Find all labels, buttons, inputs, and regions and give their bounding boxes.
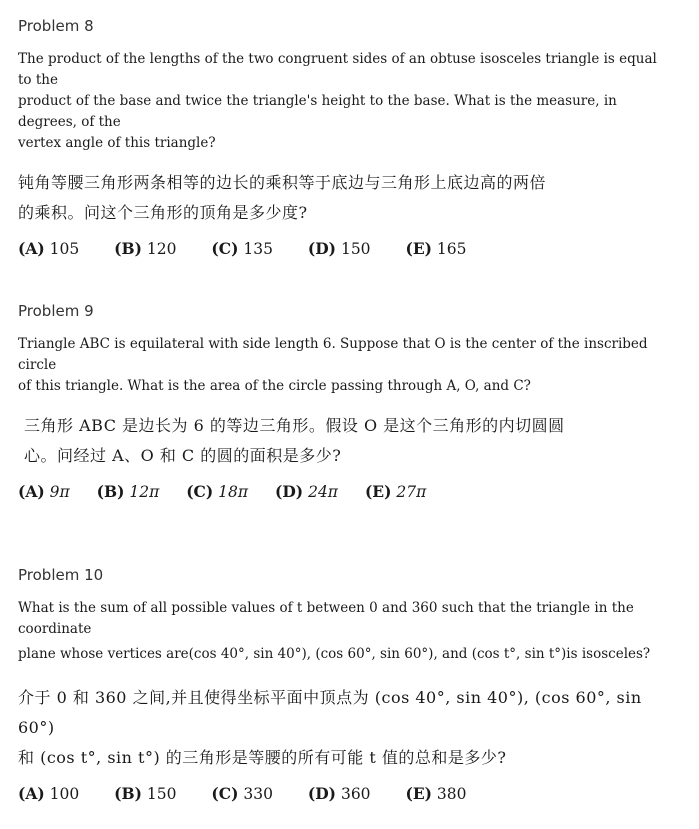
english-line: The product of the lengths of the two congruent sides of an obtuse isosceles triangle is equal to the bbox=[18, 51, 657, 88]
choice-e: (E) 380 bbox=[405, 784, 467, 803]
chinese-line: 和 (cos t°, sin t°) 的三角形是等腰的所有可能 t 值的总和是多少? bbox=[18, 748, 507, 767]
chinese-line: 三角形 ABC 是边长为 6 的等边三角形。假设 O 是这个三角形的内切圆圆 bbox=[24, 416, 565, 435]
choice-c: (C) 18π bbox=[186, 482, 249, 501]
choice-a: (A) 9π bbox=[18, 482, 70, 501]
choice-b: (B) 12π bbox=[96, 482, 160, 501]
english-line: vertex angle of this triangle? bbox=[18, 135, 216, 151]
chinese-line: 心。问经过 A、O 和 C 的圆的面积是多少? bbox=[24, 446, 342, 465]
choice-a: (A) 100 bbox=[18, 784, 80, 803]
english-line: Triangle ABC is equilateral with side length 6. Suppose that O is the center of the inscribed circle bbox=[18, 336, 648, 373]
choice-e: (E) 27π bbox=[364, 482, 427, 501]
choice-d: (D) 24π bbox=[275, 482, 338, 501]
choice-a: (A) 105 bbox=[18, 239, 80, 258]
problem-10 bbox=[18, 565, 668, 803]
answer-choices bbox=[18, 239, 668, 258]
english-line: product of the base and twice the triangle's height to the base. What is the measure, in degrees, of the bbox=[18, 93, 617, 130]
choice-e: (E) 165 bbox=[405, 239, 467, 258]
choice-b: (B) 150 bbox=[114, 784, 177, 803]
chinese-line: 钝角等腰三角形两条相等的边长的乘积等于底边与三角形上底边高的两倍 bbox=[18, 173, 547, 192]
choice-c: (C) 330 bbox=[211, 784, 273, 803]
problem-8 bbox=[18, 16, 668, 258]
problem-title: Problem 9 bbox=[18, 302, 94, 320]
choice-c: (C) 135 bbox=[211, 239, 273, 258]
choice-d: (D) 360 bbox=[307, 784, 371, 803]
english-line: plane whose vertices are(cos 40°, sin 40°), (cos 60°, sin 60°), and (cos t°, sin t°)is isosceles? bbox=[18, 646, 651, 662]
problem-title: Problem 8 bbox=[18, 17, 94, 35]
choice-b: (B) 120 bbox=[114, 239, 177, 258]
problem-9 bbox=[18, 301, 668, 501]
problem-title: Problem 10 bbox=[18, 566, 104, 584]
chinese-line: 的乘积。问这个三角形的顶角是多少度? bbox=[18, 203, 308, 222]
english-line: What is the sum of all possible values of t between 0 and 360 such that the triangle in the coordinate bbox=[18, 600, 634, 637]
chinese-line: 介于 0 和 360 之间,并且使得坐标平面中顶点为 (cos 40°, sin 40°), (cos 60°, sin 60°) bbox=[18, 688, 642, 737]
choice-d: (D) 150 bbox=[307, 239, 371, 258]
answer-choices bbox=[18, 784, 668, 803]
answer-choices bbox=[18, 482, 668, 501]
english-line: of this triangle. What is the area of the circle passing through A, O, and C? bbox=[18, 378, 531, 394]
